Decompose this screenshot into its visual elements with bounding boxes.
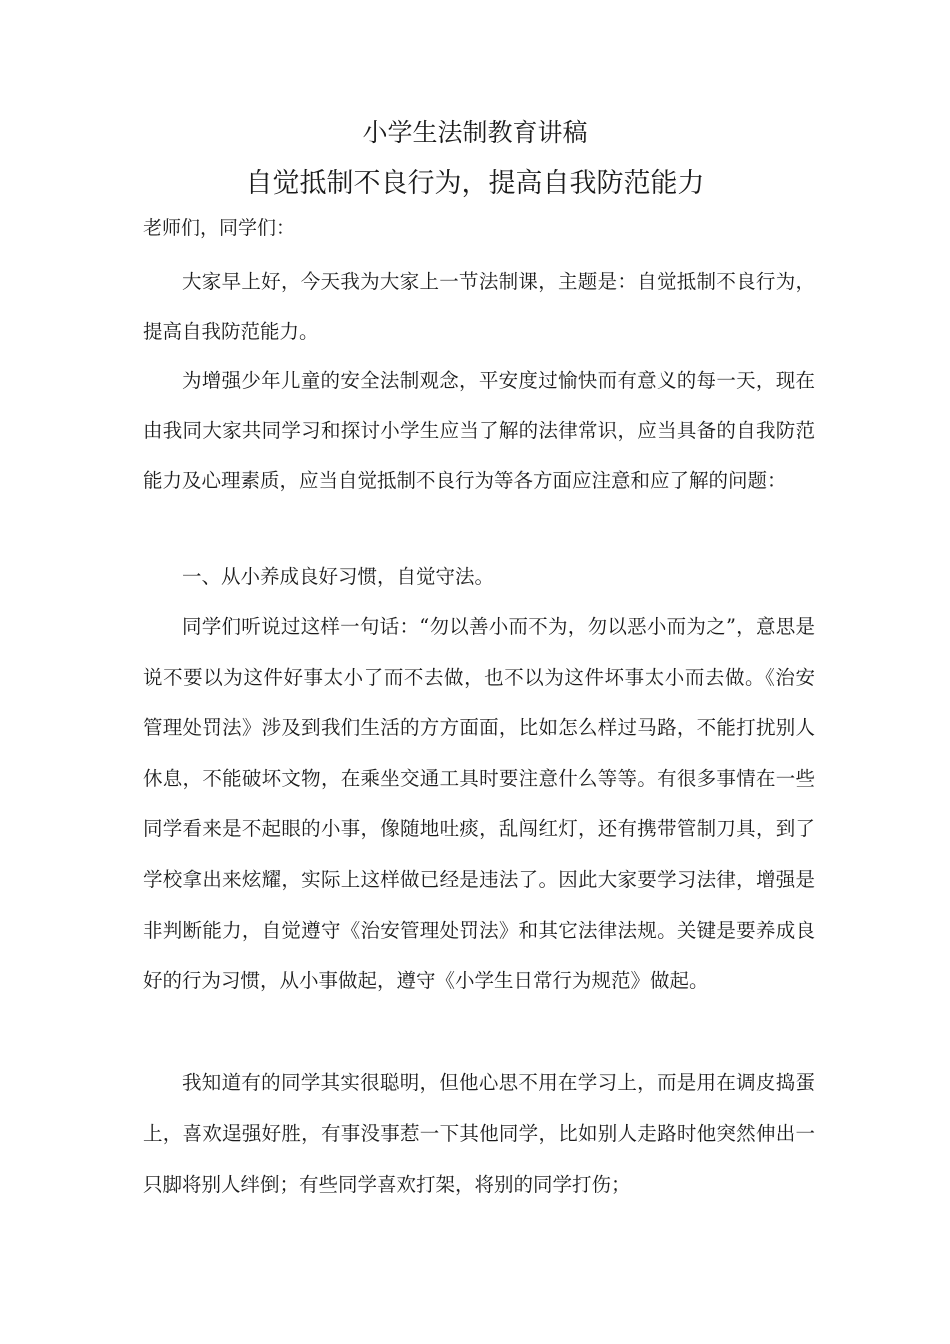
paragraph: 我知道有的同学其实很聪明，但他心思不用在学习上，而是用在调皮捣蛋上，喜欢逞强好胜，有事没事惹一下其他同学，比如别人走路时他突然伸出一只脚将别人绊倒；有些同学喜欢打架，将别的同学打伤； [143,1071,815,1196]
document-subtitle: 自觉抵制不良行为，提高自我防范能力 [245,168,705,199]
section-heading: 一、从小养成良好习惯，自觉守法。 [182,565,495,588]
paragraph-block [143,257,815,357]
section-heading-block [143,552,815,602]
greeting: 老师们，同学们： [143,217,296,239]
paragraph-block [143,1057,815,1210]
paragraph-block [143,602,815,1007]
document-title: 小学生法制教育讲稿 [362,118,588,147]
paragraph: 大家早上好，今天我为大家上一节法制课，主题是：自觉抵制不良行为，提高自我防范能力。 [143,270,815,343]
paragraph-block [143,356,815,506]
paragraph: 为增强少年儿童的安全法制观念，平安度过愉快而有意义的每一天，现在由我同大家共同学习和探讨小学生应当了解的法律常识，应当具备的自我防范能力及心理素质，应当自觉抵制不良行为等各方面应注意和应了解的问题： [143,369,815,492]
paragraph: 同学们听说过这样一句话：“勿以善小而不为，勿以恶小而为之”，意思是说不要以为这件好事太小了而不去做，也不以为这件坏事太小而去做。《治安管理处罚法》涉及到我们生活的方方面面，比如怎么样过马路，不能打扰别人休息，不能破坏文物，在乘坐交通工具时要注意什么等等。有很多事情在一些同学看来是不起眼的小事，像随地吐痰，乱闯红灯，还有携带管制刀具，到了学校拿出来炫耀，实际上这样做已经是违法了。因此大家要学习法律，增强是非判断能力，自觉遵守《治安管理处罚法》和其它法律法规。关键是要养成良好的行为习惯，从小事做起，遵守《小学生日常行为规范》做起。 [143,615,815,993]
